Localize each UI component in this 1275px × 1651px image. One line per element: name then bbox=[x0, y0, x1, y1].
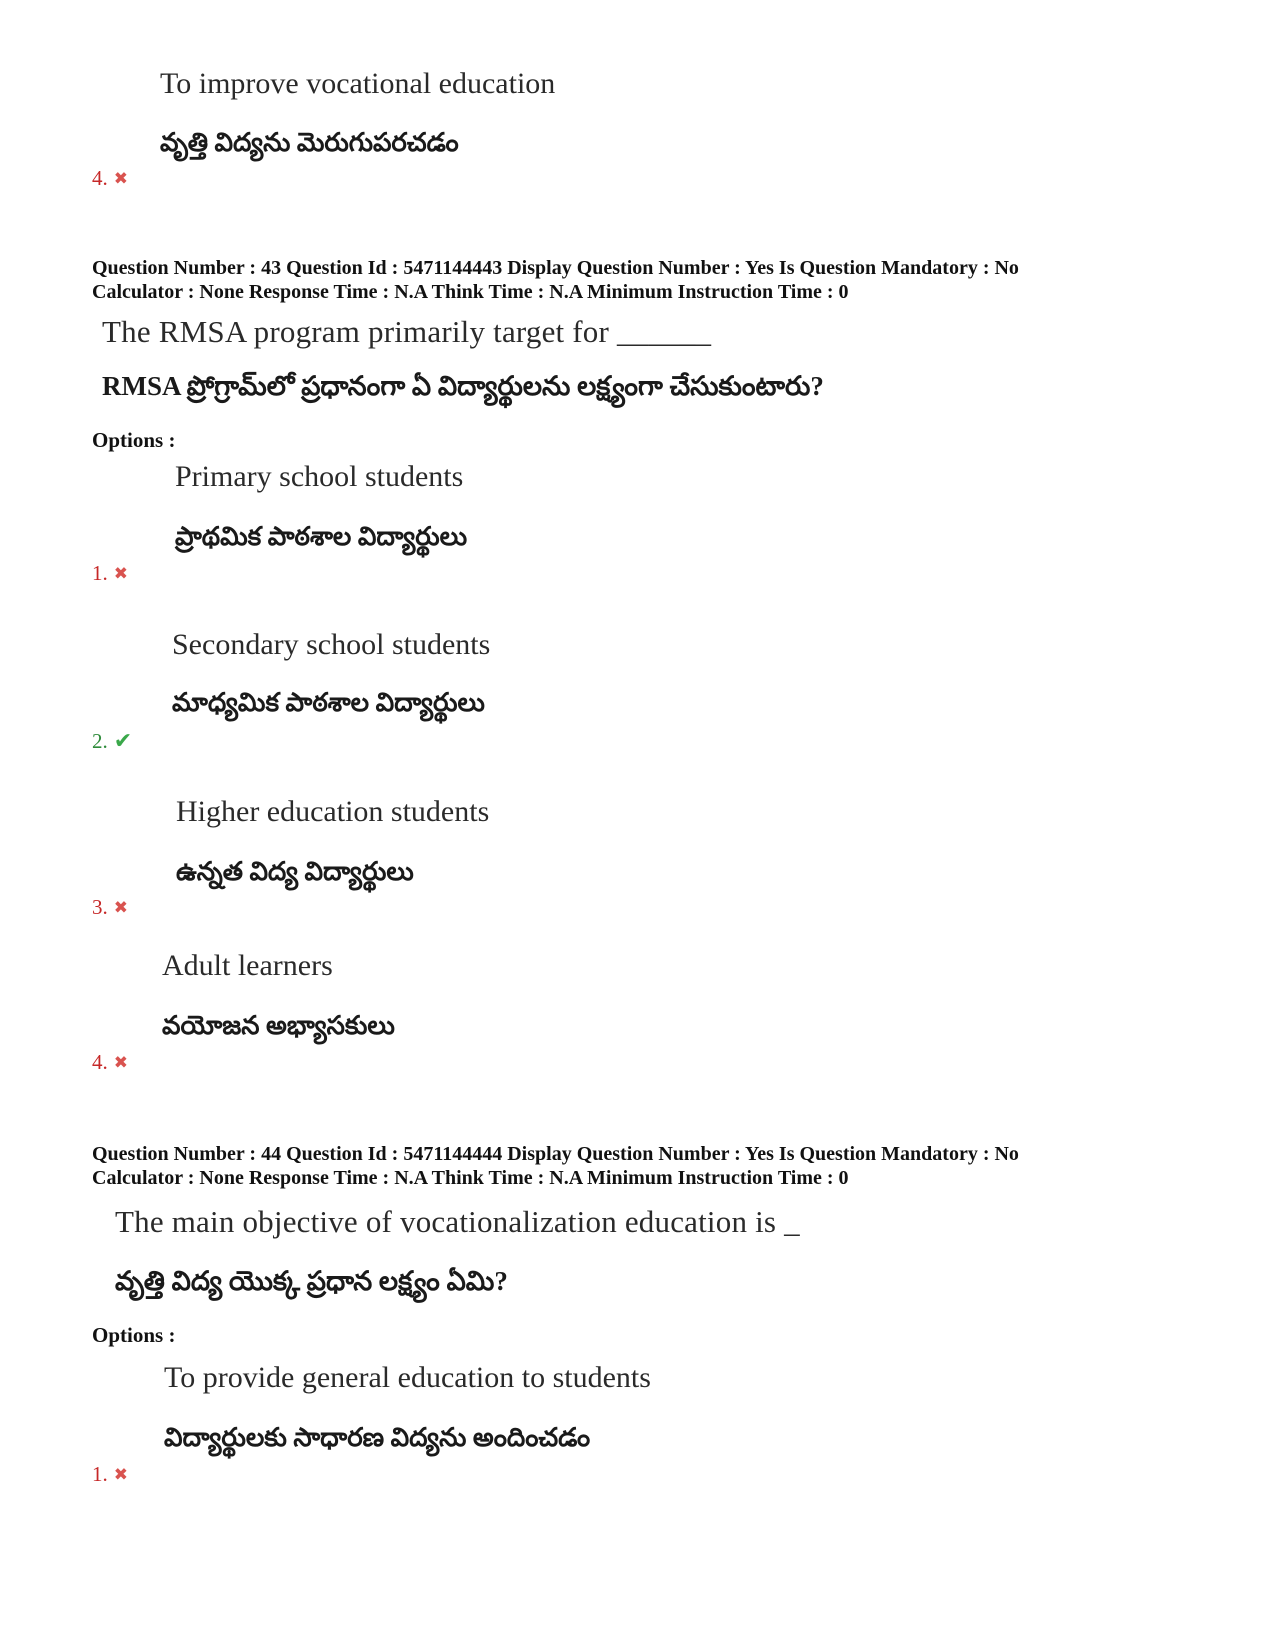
option-number: 1. bbox=[92, 561, 108, 585]
option-marker bbox=[92, 166, 128, 191]
option-marker bbox=[92, 561, 128, 586]
option-text-te: వృత్తి విద్యను మెరుగుపరచడం bbox=[160, 128, 459, 157]
option-text-en: Adult learners bbox=[162, 949, 333, 982]
cross-icon: ✖ bbox=[113, 1465, 128, 1484]
question-meta-line2: Calculator : None Response Time : N.A Think Time : N.A Minimum Instruction Time : 0 bbox=[92, 281, 849, 303]
question-meta-line1: Question Number : 44 Question Id : 5471144444 Display Question Number : Yes Is Question Mandatory : No bbox=[92, 1143, 1019, 1165]
option-text-te: ఉన్నత విద్య విద్యార్థులు bbox=[176, 857, 414, 886]
option-marker bbox=[92, 1050, 128, 1075]
question-text-en: The RMSA program primarily target for ______ bbox=[102, 314, 712, 349]
cross-icon: ✖ bbox=[113, 1053, 128, 1072]
option-text-te: మాధ్యమిక పాఠశాల విద్యార్థులు bbox=[172, 688, 485, 717]
options-label: Options : bbox=[92, 428, 176, 452]
option-number: 2. bbox=[92, 729, 108, 753]
question-text-en: The main objective of vocationalization education is _ bbox=[115, 1204, 800, 1239]
option-number: 3. bbox=[92, 895, 108, 919]
cross-icon: ✖ bbox=[113, 169, 128, 188]
check-icon: ✔ bbox=[113, 728, 133, 753]
option-number: 4. bbox=[92, 1050, 108, 1074]
option-text-en: Primary school students bbox=[175, 460, 464, 493]
option-marker bbox=[92, 729, 132, 753]
options-label: Options : bbox=[92, 1323, 176, 1347]
question-meta-line2: Calculator : None Response Time : N.A Think Time : N.A Minimum Instruction Time : 0 bbox=[92, 1167, 849, 1189]
option-text-en: Secondary school students bbox=[172, 628, 491, 661]
option-number: 1. bbox=[92, 1462, 108, 1486]
question-meta-line1: Question Number : 43 Question Id : 5471144443 Display Question Number : Yes Is Question Mandatory : No bbox=[92, 257, 1019, 279]
option-text-en: Higher education students bbox=[176, 795, 490, 828]
cross-icon: ✖ bbox=[113, 564, 128, 583]
option-marker bbox=[92, 895, 128, 920]
option-text-te: వయోజన అభ్యాసకులు bbox=[162, 1011, 395, 1040]
cross-icon: ✖ bbox=[113, 898, 128, 917]
option-number: 4. bbox=[92, 166, 108, 190]
option-text-te: విద్యార్థులకు సాధారణ విద్యను అందించడం bbox=[164, 1423, 591, 1452]
option-text-en: To improve vocational education bbox=[160, 67, 556, 100]
question-text-te: RMSA ప్రోగ్రామ్‌లో ప్రధానంగా ఏ విద్యార్థులను లక్ష్యంగా చేసుకుంటారు? bbox=[102, 371, 824, 401]
option-text-en: To provide general education to students bbox=[164, 1361, 651, 1394]
option-text-te: ప్రాథమిక పాఠశాల విద్యార్థులు bbox=[175, 522, 468, 551]
option-marker bbox=[92, 1462, 128, 1487]
question-text-te: వృత్తి విద్య యొక్క ప్రధాన లక్ష్యం ఏమి? bbox=[115, 1266, 508, 1296]
